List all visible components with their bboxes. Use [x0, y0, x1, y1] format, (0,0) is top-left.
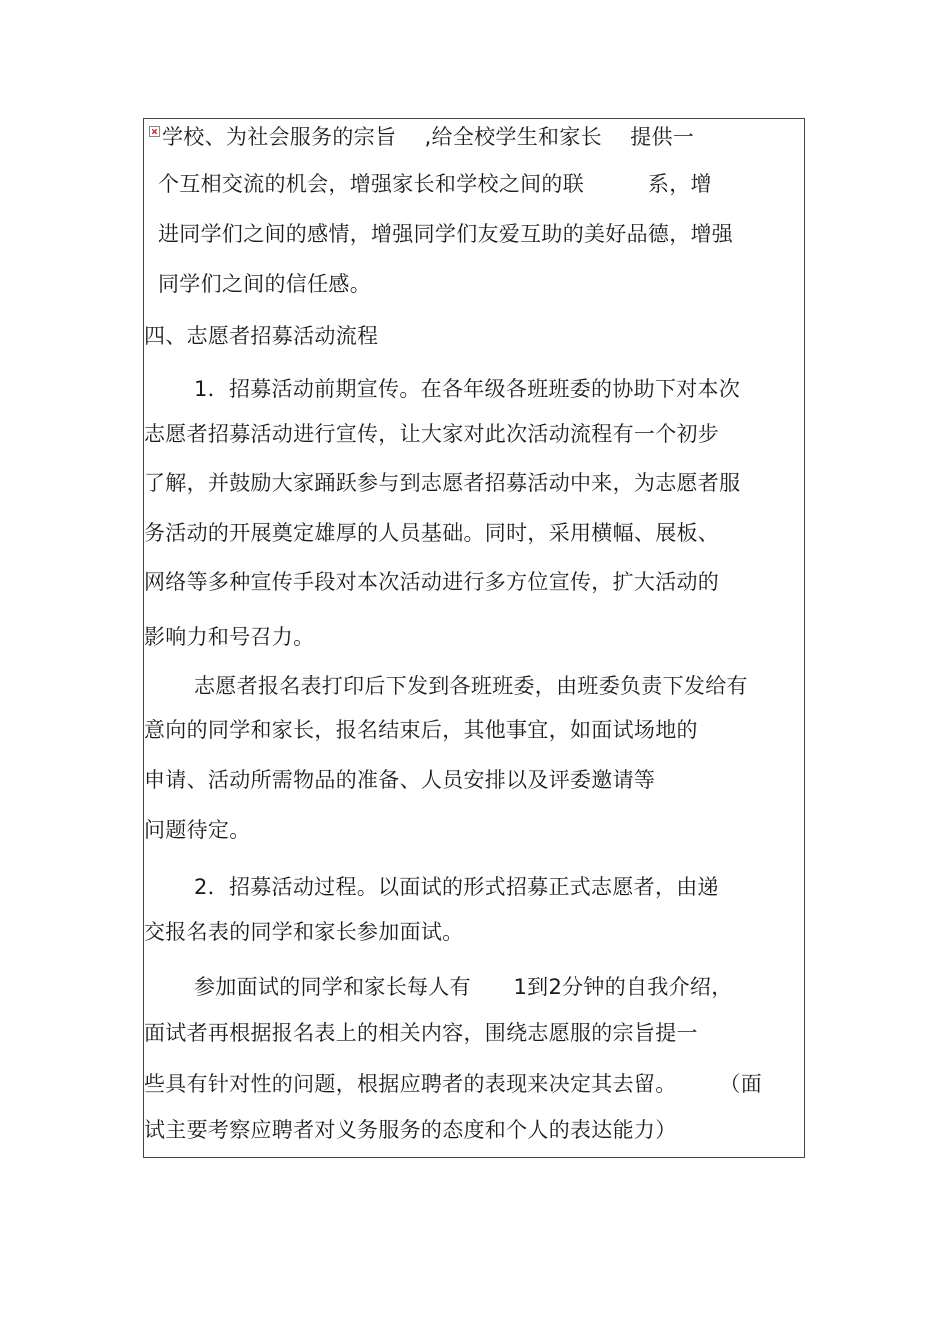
text-line: 进同学们之间的感情，增强同学们友爱互助的美好品德，增强 — [158, 222, 734, 246]
broken-image-icon — [149, 126, 160, 137]
text-line: 交报名表的同学和家长参加面试。 — [144, 920, 464, 944]
text-line: 面试者再根据报名表上的相关内容，围绕志愿服的宗旨提一 — [144, 1021, 698, 1045]
text-line: 务活动的开展奠定雄厚的人员基础。同时，采用横幅、展板、 — [144, 521, 720, 545]
text-line: 志愿者招募活动进行宣传，让大家对此次活动流程有一个初步 — [144, 422, 720, 446]
text-line: 2．招募活动过程。以面试的形式招募正式志愿者，由递 — [194, 875, 719, 899]
text-line: 个互相交流的机会，增强家长和学校之间的联 系，增 — [158, 172, 712, 196]
text-line: 申请、活动所需物品的准备、人员安排以及评委邀请等 — [144, 768, 656, 792]
text-line: 影响力和号召力。 — [144, 625, 315, 649]
text-line: 网络等多种宣传手段对本次活动进行多方位宣传，扩大活动的 — [144, 570, 720, 594]
text-line: 参加面试的同学和家长每人有 1到2分钟的自我介绍， — [194, 975, 733, 999]
text-line: 问题待定。 — [144, 818, 251, 842]
text-line: 1．招募活动前期宣传。在各年级各班班委的协助下对本次 — [194, 377, 741, 401]
text-line: 意向的同学和家长，报名结束后，其他事宜，如面试场地的 — [144, 718, 698, 742]
text-line: 试主要考察应聘者对义务服务的态度和个人的表达能力） — [144, 1118, 677, 1142]
text-line: 同学们之间的信任感。 — [158, 272, 371, 296]
text-line: 些具有针对性的问题，根据应聘者的表现来决定其去留。 （面 — [144, 1072, 762, 1096]
text-line: 学校、为社会服务的宗旨 ,给全校学生和家长 提供一 — [162, 125, 695, 149]
text-line: 了解，并鼓励大家踊跃参与到志愿者招募活动中来，为志愿者服 — [144, 471, 741, 495]
section-heading: 四、志愿者招募活动流程 — [144, 324, 379, 348]
text-line: 志愿者报名表打印后下发到各班班委，由班委负责下发给有 — [194, 674, 748, 698]
